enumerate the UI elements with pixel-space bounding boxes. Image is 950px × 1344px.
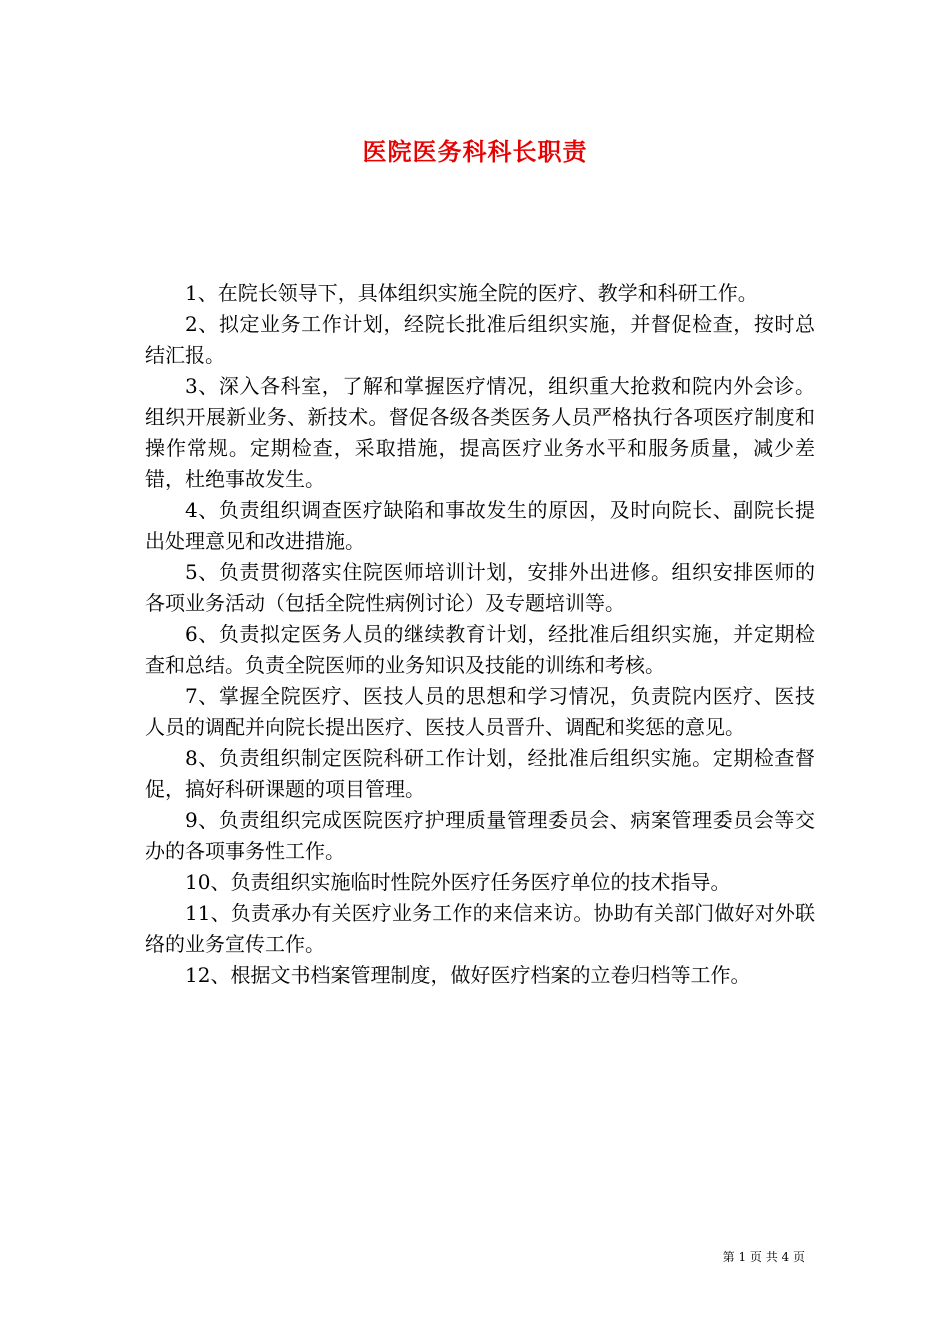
document-title: 医院医务科科长职责 xyxy=(362,137,588,166)
paragraph-2: 2、拟定业务工作计划，经院长批准后组织实施，并督促检查，按时总结汇报。 xyxy=(145,312,815,367)
paragraph-4: 4、负责组织调查医疗缺陷和事故发生的原因，及时向院长、副院长提出处理意见和改进措施。 xyxy=(145,498,815,553)
page-number: 第 1 页 共 4 页 xyxy=(722,1250,805,1264)
paragraph-10: 10、负责组织实施临时性院外医疗任务医疗单位的技术指导。 xyxy=(185,870,731,894)
paragraph-5: 5、负责贯彻落实住院医师培训计划，安排外出进修。组织安排医师的各项业务活动（包括全院性病例讨论）及专题培训等。 xyxy=(145,560,815,615)
paragraph-6: 6、负责拟定医务人员的继续教育计划，经批准后组织实施，并定期检查和总结。负责全院医师的业务知识及技能的训练和考核。 xyxy=(145,622,815,677)
paragraph-9: 9、负责组织完成医院医疗护理质量管理委员会、病案管理委员会等交办的各项事务性工作。 xyxy=(145,808,815,863)
paragraph-12: 12、根据文书档案管理制度，做好医疗档案的立卷归档等工作。 xyxy=(185,963,751,987)
document-body xyxy=(145,278,815,991)
paragraph-3: 3、深入各科室，了解和掌握医疗情况，组织重大抢救和院内外会诊。组织开展新业务、新技术。督促各级各类医务人员严格执行各项医疗制度和操作常规。定期检查，采取措施，提高医疗业务水平和服务质量，减少差错，杜绝事故发生。 xyxy=(145,374,815,491)
paragraph-11: 11、负责承办有关医疗业务工作的来信来访。协助有关部门做好对外联络的业务宣传工作。 xyxy=(145,901,815,956)
paragraph-1: 1、在院长领导下，具体组织实施全院的医疗、教学和科研工作。 xyxy=(185,281,758,305)
paragraph-8: 8、负责组织制定医院科研工作计划，经批准后组织实施。定期检查督促，搞好科研课题的项目管理。 xyxy=(145,746,815,801)
paragraph-7: 7、掌握全院医疗、医技人员的思想和学习情况，负责院内医疗、医技人员的调配并向院长提出医疗、医技人员晋升、调配和奖惩的意见。 xyxy=(145,684,815,739)
